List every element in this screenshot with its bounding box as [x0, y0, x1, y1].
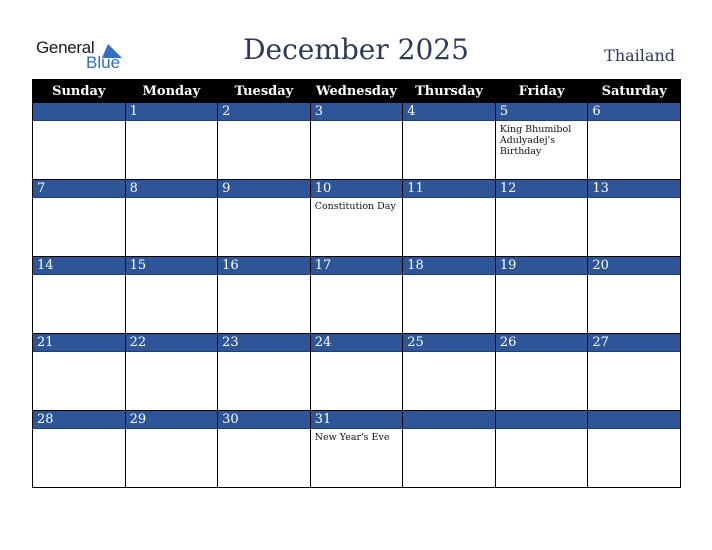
- weekday-wednesday: Wednesday: [310, 80, 403, 103]
- day-cell: [495, 411, 588, 488]
- page-title: December 2025: [243, 33, 469, 66]
- day-number: 6: [588, 103, 680, 121]
- holiday-label: King Bhumibol Adulyadej's Birthday: [499, 124, 572, 157]
- day-number: 17: [311, 257, 403, 275]
- day-number: 14: [33, 257, 125, 275]
- day-cell: [33, 411, 126, 488]
- day-number: 28: [33, 411, 125, 429]
- day-number: 16: [218, 257, 310, 275]
- day-cell: [125, 257, 218, 334]
- day-cell: [403, 334, 496, 411]
- day-cell: [33, 180, 126, 257]
- day-number: 10: [311, 180, 403, 198]
- country-label: Thailand: [604, 46, 675, 65]
- day-number: 2: [218, 103, 310, 121]
- day-number: 4: [403, 103, 495, 121]
- day-number: 5: [496, 103, 588, 121]
- day-number: [403, 411, 495, 429]
- day-cell: [125, 334, 218, 411]
- day-number: 15: [126, 257, 218, 275]
- weekday-header-row: [33, 80, 681, 103]
- day-number: 13: [588, 180, 680, 198]
- day-number: 21: [33, 334, 125, 352]
- weekday-friday: Friday: [495, 80, 588, 103]
- day-cell: [33, 334, 126, 411]
- calendar-grid: [32, 79, 681, 488]
- weekday-saturday: Saturday: [588, 80, 681, 103]
- day-cell: [310, 411, 403, 488]
- day-cell: [218, 334, 311, 411]
- day-cell: [588, 103, 681, 180]
- day-cell: [403, 411, 496, 488]
- brand-name-general: General: [36, 38, 95, 57]
- brand-name-blue: Blue: [86, 53, 121, 72]
- week-row: [33, 103, 681, 180]
- day-cell: [218, 411, 311, 488]
- day-cell: [588, 180, 681, 257]
- day-number: 18: [403, 257, 495, 275]
- day-cell: [588, 411, 681, 488]
- week-row: [33, 257, 681, 334]
- day-number: 27: [588, 334, 680, 352]
- week-row: [33, 334, 681, 411]
- day-cell: [403, 103, 496, 180]
- day-cell: [218, 180, 311, 257]
- day-number: 11: [403, 180, 495, 198]
- day-cell: [310, 180, 403, 257]
- day-cell: [218, 103, 311, 180]
- day-number: 3: [311, 103, 403, 121]
- day-number: [588, 411, 680, 429]
- day-cell: [125, 180, 218, 257]
- day-cell: [310, 103, 403, 180]
- day-number: 31: [311, 411, 403, 429]
- day-number: 8: [126, 180, 218, 198]
- day-number: 12: [496, 180, 588, 198]
- day-cell: [403, 257, 496, 334]
- day-cell: [495, 180, 588, 257]
- day-cell: [403, 180, 496, 257]
- day-number: 1: [126, 103, 218, 121]
- day-number: 20: [588, 257, 680, 275]
- day-cell: [588, 334, 681, 411]
- day-number: 19: [496, 257, 588, 275]
- day-cell: [33, 103, 126, 180]
- week-row: [33, 180, 681, 257]
- day-number: [496, 411, 588, 429]
- day-cell: [495, 103, 588, 180]
- day-cell: [125, 411, 218, 488]
- day-cell: [125, 103, 218, 180]
- day-cell: [310, 334, 403, 411]
- day-cell: [310, 257, 403, 334]
- day-cell: [218, 257, 311, 334]
- day-number: 23: [218, 334, 310, 352]
- day-cell: [33, 257, 126, 334]
- day-number: 24: [311, 334, 403, 352]
- day-cell: [495, 257, 588, 334]
- holiday-label: New Year's Eve: [314, 432, 390, 443]
- day-number: 26: [496, 334, 588, 352]
- day-cell: [495, 334, 588, 411]
- day-number: 22: [126, 334, 218, 352]
- day-number: 30: [218, 411, 310, 429]
- day-number: 9: [218, 180, 310, 198]
- weekday-thursday: Thursday: [403, 80, 496, 103]
- day-number: 29: [126, 411, 218, 429]
- holiday-label: Constitution Day: [314, 201, 396, 212]
- weekday-tuesday: Tuesday: [218, 80, 311, 103]
- day-number: 25: [403, 334, 495, 352]
- weekday-sunday: Sunday: [33, 80, 126, 103]
- weekday-monday: Monday: [125, 80, 218, 103]
- day-number: 7: [33, 180, 125, 198]
- day-cell: [588, 257, 681, 334]
- day-number: [33, 103, 125, 121]
- week-row: [33, 411, 681, 488]
